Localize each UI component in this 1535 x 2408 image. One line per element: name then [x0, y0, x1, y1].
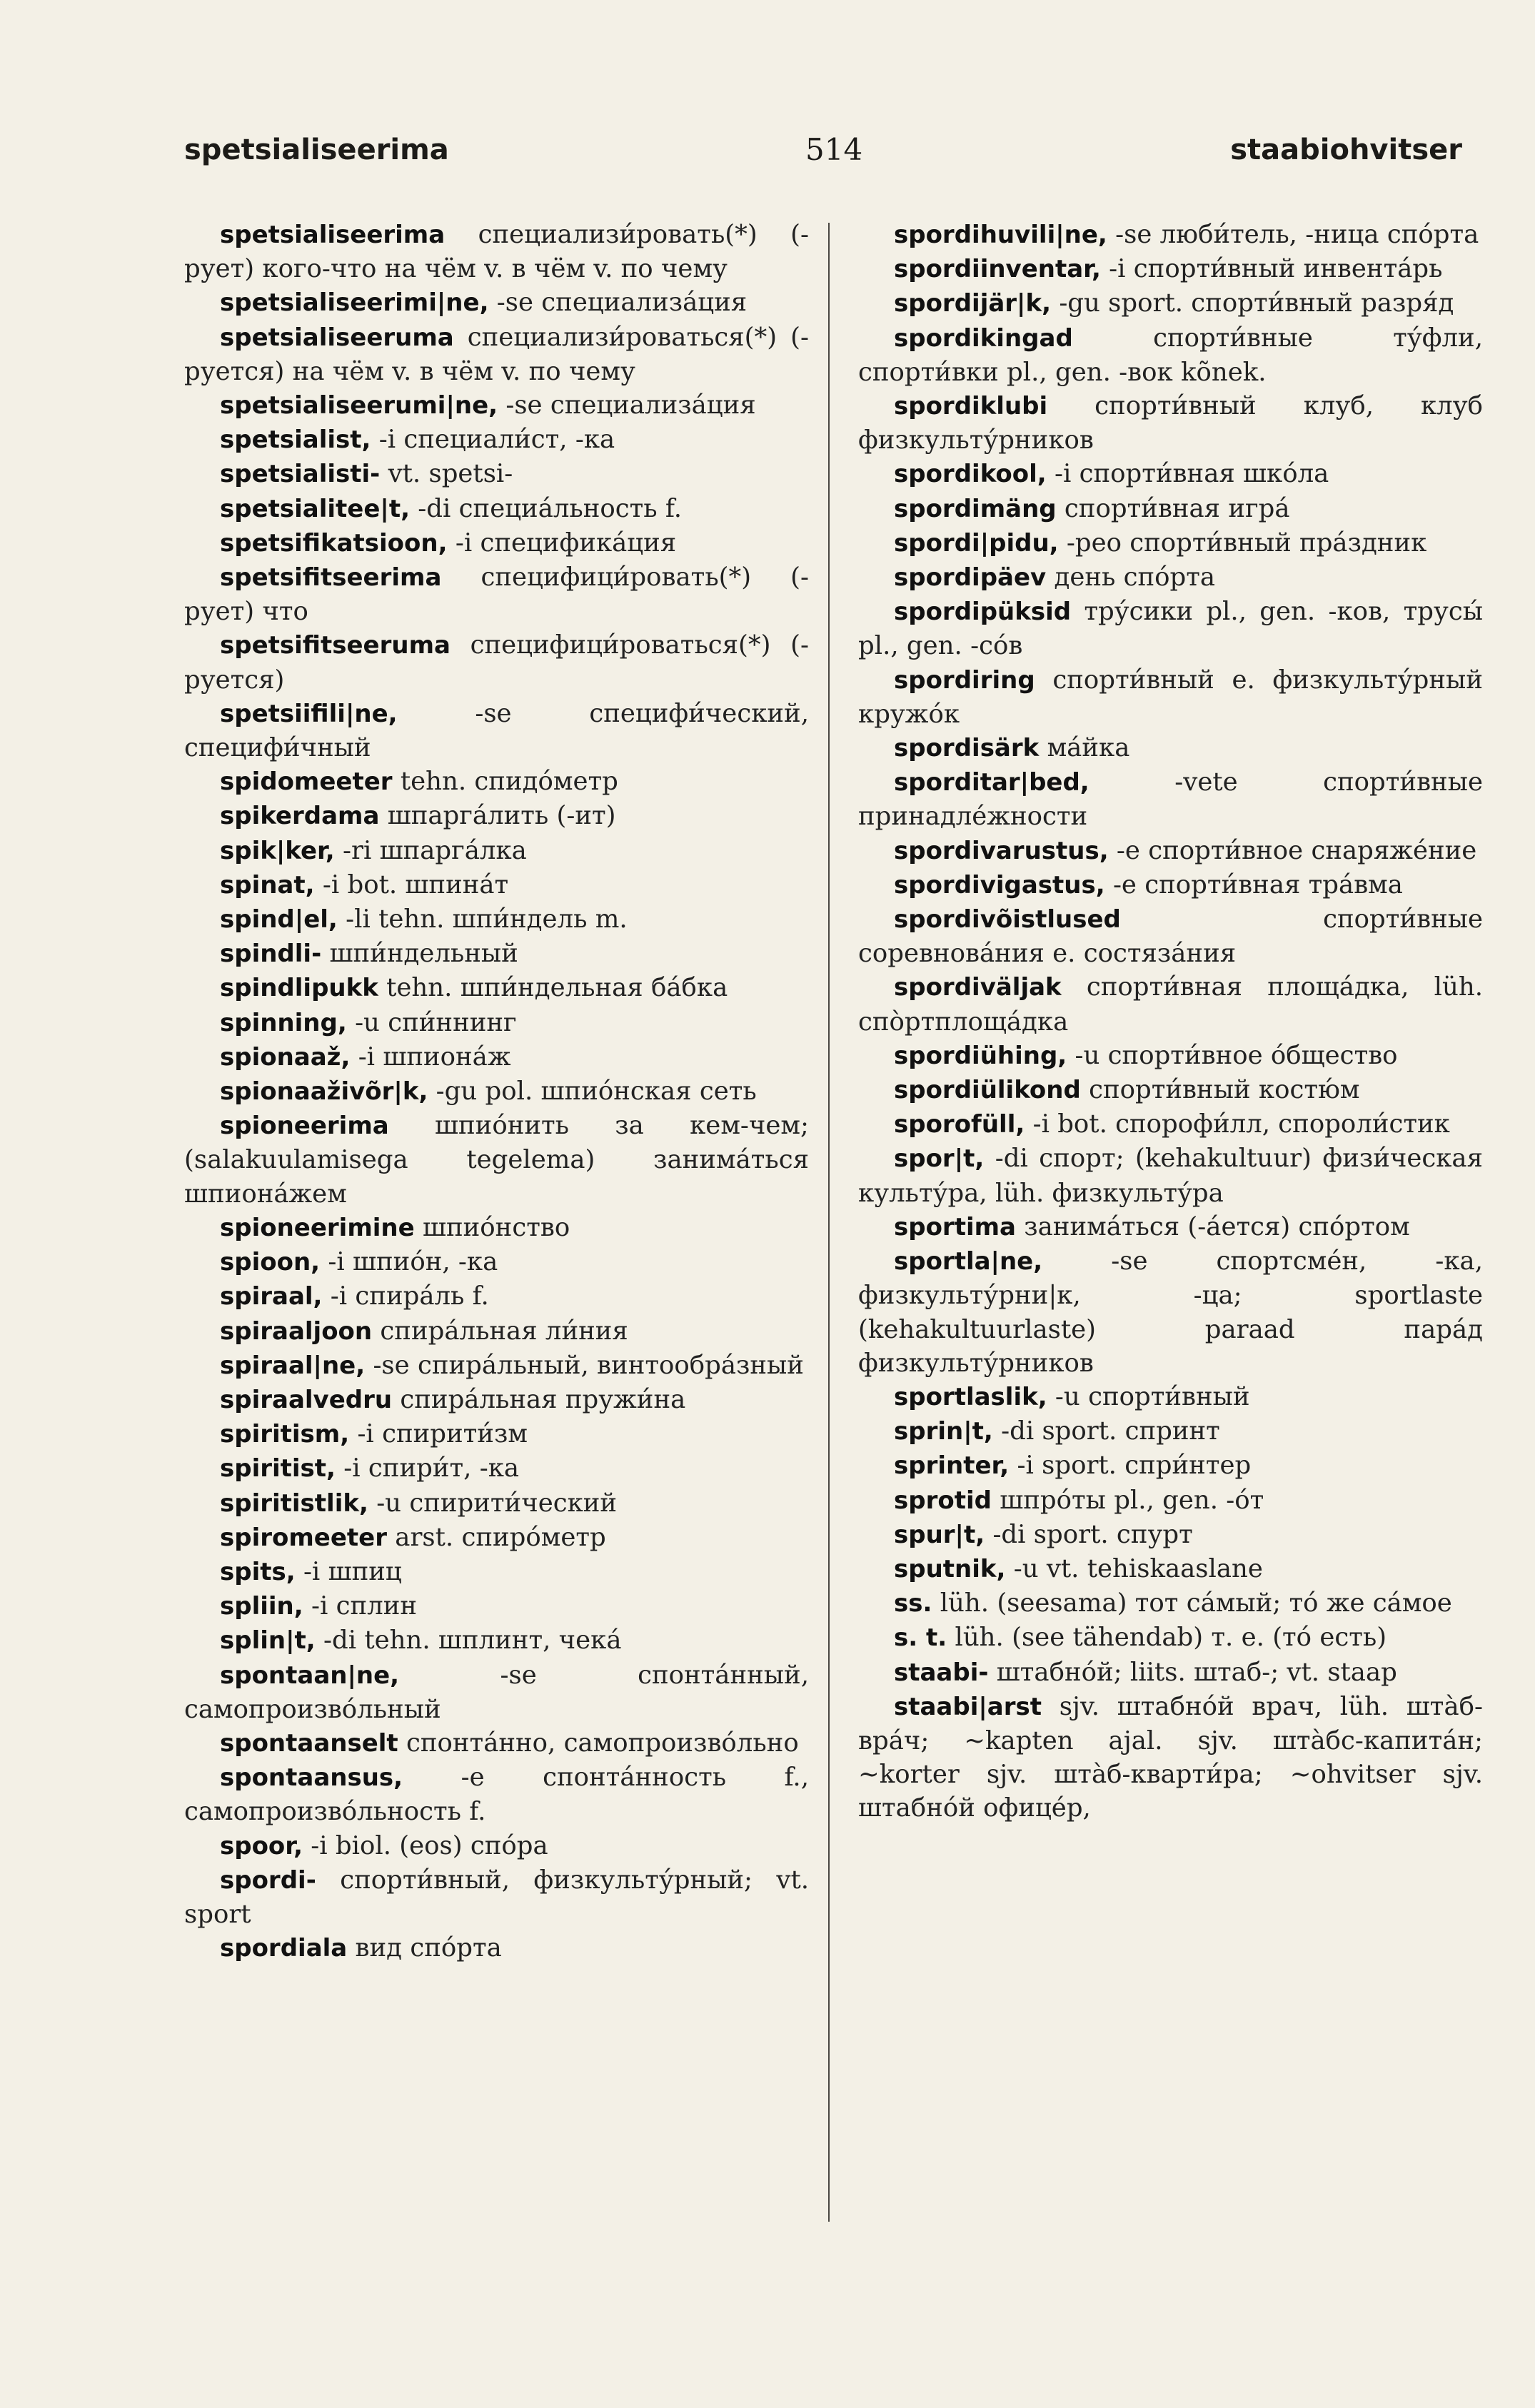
dictionary-entry — [184, 1211, 809, 1245]
entry-headword: spinning, — [220, 1008, 347, 1037]
entry-definition: -e спорти́вное снаряже́ние — [1116, 835, 1477, 865]
entry-headword: spioneerima — [220, 1112, 389, 1141]
entry-headword: sprinter, — [894, 1451, 1010, 1481]
entry-definition: спира́льная пружи́на — [400, 1384, 686, 1414]
entry-definition: -se люби́тель, -ница спо́рта — [1115, 220, 1479, 249]
entry-definition: -i bot. шпина́т — [322, 870, 509, 900]
dictionary-entry — [184, 868, 809, 902]
entry-definition: -i sport. спри́нтер — [1017, 1451, 1252, 1481]
entry-headword: spliin, — [220, 1592, 303, 1621]
dictionary-entry — [184, 1109, 809, 1211]
entry-definition: -i спирити́зм — [357, 1419, 528, 1449]
entry-headword: sprotid — [894, 1486, 992, 1515]
entry-definition: -u спорти́вный — [1055, 1381, 1250, 1411]
entry-headword: spindlipukk — [220, 974, 378, 1003]
entry-definition: lüh. (see tähendab) т. е. (то́ есть) — [955, 1623, 1387, 1653]
entry-headword: spioneerimine — [220, 1213, 415, 1242]
dictionary-entry — [184, 1417, 809, 1451]
entry-definition: -i шпио́н, -ка — [328, 1247, 498, 1277]
entry-definition: -di спорт; (kehakultuur) физи́ческая культу́ра, lüh. физкульту́ра — [858, 1144, 1483, 1208]
entry-headword: spetsialiseerimi|ne, — [220, 288, 489, 318]
dictionary-entry — [858, 663, 1483, 731]
entry-definition: -i bot. спорофи́лл, спороли́стик — [1032, 1109, 1450, 1139]
entry-definition: -di sport. спринт — [1001, 1416, 1220, 1446]
dictionary-entry — [184, 1314, 809, 1349]
entry-headword: spordi|pidu, — [894, 528, 1059, 558]
entry-definition: -ri шпарга́лка — [343, 835, 527, 865]
entry-headword: spordipüksid — [894, 598, 1072, 627]
entry-headword: spetsialiseerima — [220, 221, 446, 249]
entry-definition: -i шпиц — [303, 1556, 402, 1586]
dictionary-entry — [184, 321, 809, 388]
dictionary-entry — [184, 1658, 809, 1726]
entry-definition: -e спонта́нность f., самопроизво́льность f. — [184, 1763, 809, 1827]
entry-headword: spoor, — [220, 1831, 303, 1860]
dictionary-entry — [184, 834, 809, 868]
dictionary-entry — [858, 868, 1483, 902]
entry-definition: -vete спорти́вные принадле́жности — [858, 767, 1483, 832]
dictionary-entry — [184, 1279, 809, 1314]
entry-definition: тру́сики pl., gen. -ков, трусы́ pl., gen. -со́в — [858, 597, 1483, 661]
dictionary-entry — [858, 595, 1483, 663]
entry-definition: шпио́нство — [422, 1212, 570, 1242]
entry-headword: spur|t, — [894, 1520, 985, 1549]
entry-headword: spidomeeter — [220, 767, 393, 797]
dictionary-entry — [184, 1931, 809, 1965]
entry-headword: spordivigastus, — [894, 870, 1105, 900]
dictionary-entry — [858, 1244, 1483, 1380]
entry-definition: -se специализа́ция — [496, 288, 748, 318]
entry-definition: спорти́вный костю́м — [1089, 1075, 1360, 1105]
entry-definition: -u спирити́ческий — [376, 1488, 618, 1518]
entry-headword: spits, — [220, 1557, 296, 1586]
running-head-right: staabiohvitser — [1230, 134, 1462, 166]
entry-headword: spordiring — [894, 665, 1035, 695]
entry-headword: sprin|t, — [894, 1417, 993, 1446]
dictionary-entry — [858, 1039, 1483, 1073]
entry-definition: vt. spetsi- — [388, 459, 513, 489]
dictionary-entry — [858, 457, 1483, 491]
entry-definition: -i спира́ль f. — [330, 1281, 489, 1311]
entry-definition: шпи́ндельный — [329, 939, 518, 969]
entry-headword: ss. — [894, 1589, 932, 1618]
entry-headword: spionaaživõr|k, — [220, 1077, 428, 1107]
dictionary-entry — [184, 1486, 809, 1521]
entry-headword: spontaan|ne, — [220, 1661, 400, 1690]
column-divider — [828, 223, 830, 2222]
entry-headword: spindli- — [220, 939, 322, 969]
entry-definition: arst. спиро́метр — [395, 1522, 606, 1552]
entry-headword: sporditar|bed, — [894, 768, 1089, 797]
entry-headword: staabi|arst — [894, 1692, 1042, 1721]
entry-headword: spordivõistlused — [894, 905, 1121, 935]
entry-headword: spiritist, — [220, 1454, 336, 1483]
dictionary-entry — [184, 1040, 809, 1074]
entry-definition: -e спорти́вная тра́вма — [1112, 870, 1403, 900]
dictionary-entry — [184, 628, 809, 696]
entry-definition: штабно́й; liits. штаб-; vt. staap — [996, 1657, 1397, 1687]
entry-headword: spordisärk — [894, 734, 1040, 763]
entry-headword: spordijär|k, — [894, 289, 1052, 318]
entry-headword: spetsialist, — [220, 425, 371, 455]
dictionary-entry — [858, 1621, 1483, 1655]
dictionary-entry — [858, 765, 1483, 833]
dictionary-entry — [858, 1552, 1483, 1586]
dictionary-entry — [184, 1760, 809, 1828]
entry-headword: sportlaslik, — [894, 1382, 1047, 1411]
dictionary-entry — [858, 1518, 1483, 1552]
entry-headword: spordipäev — [894, 563, 1047, 593]
dictionary-entry — [184, 1074, 809, 1109]
dictionary-entry — [858, 1483, 1483, 1518]
dictionary-entry — [858, 1449, 1483, 1483]
entry-definition: -u vt. tehiskaaslane — [1013, 1553, 1263, 1583]
dictionary-entry — [858, 560, 1483, 595]
entry-definition: -se спира́льный, винтообра́зный — [373, 1350, 804, 1380]
entry-headword: spontaansus, — [220, 1763, 403, 1793]
entry-definition: -i специали́ст, -ка — [378, 425, 615, 455]
dictionary-entry — [184, 1829, 809, 1863]
entry-definition: -i biol. (eos) спо́ра — [311, 1830, 548, 1860]
dictionary-entry — [858, 1073, 1483, 1107]
entry-headword: spiraal|ne, — [220, 1351, 366, 1380]
entry-headword: spiromeeter — [220, 1523, 387, 1552]
entry-definition: занима́ться (-а́ется) спо́ртом — [1024, 1211, 1410, 1241]
dictionary-entry — [858, 321, 1483, 389]
dictionary-entry — [184, 697, 809, 765]
dictionary-entry — [858, 834, 1483, 868]
entry-headword: spordiülikond — [894, 1076, 1081, 1105]
entry-headword: spordiklubi — [894, 392, 1048, 421]
dictionary-entry — [184, 1863, 809, 1931]
entry-headword: spordikool, — [894, 460, 1047, 489]
entry-headword: spiritism, — [220, 1420, 350, 1449]
entry-definition: -di sport. спурт — [992, 1519, 1193, 1549]
entry-definition: спорти́вная площа́дка, lüh. спо̀ртплоща́дка — [858, 972, 1483, 1037]
entry-headword: spontaanselt — [220, 1728, 398, 1758]
entry-headword: sporofüll, — [894, 1110, 1025, 1139]
entry-definition: спонта́нно, самопроизво́льно — [406, 1728, 799, 1758]
entry-definition: -se спортсме́н, -ка, физкульту́рни|к, -ца; sportlaste (kehakultuurlaste) paraad пара́д физкульту́рников — [858, 1246, 1483, 1378]
entry-headword: splin|t, — [220, 1626, 316, 1656]
running-head-left: spetsialiseerima — [184, 134, 449, 166]
entry-definition: -gu pol. шпио́нская сеть — [436, 1077, 757, 1107]
entry-definition: специализи́роваться(*) (-руется) на чём v. в чём v. по чему — [184, 322, 809, 386]
entry-headword: spordihuvili|ne, — [894, 221, 1107, 249]
dictionary-entry — [858, 1690, 1483, 1825]
entry-definition: -i шпиона́ж — [358, 1042, 511, 1072]
entry-headword: spioon, — [220, 1248, 321, 1277]
entry-definition: -u спорти́вное о́бщество — [1074, 1040, 1398, 1070]
dictionary-entry — [858, 526, 1483, 560]
page-header — [184, 129, 1462, 186]
entry-headword: spor|t, — [894, 1144, 985, 1174]
entry-headword: spind|el, — [220, 905, 338, 935]
entry-definition: lüh. (seesama) тот са́мый; то́ же са́мое — [940, 1588, 1452, 1618]
dictionary-entry — [184, 971, 809, 1005]
entry-headword: spinat, — [220, 870, 315, 900]
entry-headword: spikerdama — [220, 802, 380, 831]
entry-definition: -se специфи́ческий, специфи́чный — [184, 698, 809, 763]
dictionary-entry — [858, 1210, 1483, 1244]
entry-headword: spetsialiseeruma — [220, 323, 454, 352]
dictionary-entry — [184, 1006, 809, 1040]
entry-headword: spordiala — [220, 1934, 348, 1963]
entry-definition: -peo спорти́вный пра́здник — [1066, 528, 1427, 558]
dictionary-entry — [184, 388, 809, 423]
dictionary-entry — [184, 560, 809, 628]
dictionary-entry — [858, 970, 1483, 1038]
dictionary-entry — [184, 937, 809, 971]
entry-headword: spik|ker, — [220, 836, 335, 865]
dictionary-entry — [858, 286, 1483, 321]
dictionary-entry — [858, 389, 1483, 457]
entry-definition: -di специа́льность f. — [418, 493, 683, 523]
entry-definition: sjv. штабно́й врач, lüh. шта̀б-вра́ч; ~kapten ajal. sjv. шта̀бс-капита́н; ~korter sjv. шта̀б-кварти́ра; ~ohvitser sjv. штабно́й офице́р, — [858, 1691, 1483, 1823]
dictionary-entry — [184, 423, 809, 457]
dictionary-entry — [858, 731, 1483, 765]
left-column — [184, 218, 809, 1965]
dictionary-entry — [184, 1451, 809, 1486]
entry-headword: spetsiifili|ne, — [220, 699, 398, 728]
entry-headword: spordivarustus, — [894, 836, 1109, 865]
entry-definition: спира́льная ли́ния — [380, 1316, 628, 1346]
entry-definition: спорти́вные ту́фли, спорти́вки pl., gen. -вок kõnek. — [858, 323, 1483, 387]
entry-headword: spetsifitseeruma — [220, 631, 451, 660]
entry-definition: -u спи́ннинг — [355, 1007, 517, 1037]
entry-definition: спорти́вные соревнова́ния e. состяза́ния — [858, 905, 1483, 969]
entry-headword: spetsialiseerumi|ne, — [220, 391, 498, 420]
entry-definition: tehn. спидо́метр — [400, 767, 618, 797]
entry-headword: spetsifitseerima — [220, 563, 442, 593]
dictionary-entry — [184, 1349, 809, 1383]
entry-headword: spiraal, — [220, 1282, 323, 1311]
entry-headword: spiraalvedru — [220, 1385, 393, 1414]
entry-definition: шпио́нить за кем-чем; (salakuulamisega tegelema) занима́ться шпиона́жем — [184, 1111, 809, 1209]
entry-headword: spetsialitee|t, — [220, 494, 410, 523]
entry-definition: -i спорти́вный инвента́рь — [1109, 254, 1443, 284]
dictionary-entry — [858, 252, 1483, 286]
entry-definition: вид спо́рта — [355, 1933, 502, 1963]
dictionary-entry — [858, 1656, 1483, 1690]
entry-definition: -se спонта́нный, самопроизво́льный — [184, 1660, 809, 1724]
entry-headword: spiritistlik, — [220, 1488, 368, 1518]
entry-headword: spordiväljak — [894, 973, 1062, 1002]
entry-headword: s. t. — [894, 1623, 947, 1653]
dictionary-entry — [858, 218, 1483, 252]
dictionary-entry — [184, 492, 809, 526]
dictionary-entry — [184, 286, 809, 320]
page-number: 514 — [805, 132, 863, 167]
dictionary-entry — [184, 1555, 809, 1589]
dictionary-entry — [184, 1521, 809, 1555]
entry-definition: -gu sport. спорти́вный разря́д — [1059, 288, 1454, 318]
entry-headword: sportla|ne, — [894, 1247, 1043, 1276]
dictionary-entry — [184, 457, 809, 491]
dictionary-entry — [184, 1726, 809, 1760]
entry-headword: staabi- — [894, 1658, 989, 1687]
entry-headword: spordiühing, — [894, 1041, 1067, 1070]
entry-headword: spetsifikatsioon, — [220, 528, 448, 558]
entry-definition: -li tehn. шпи́ндель m. — [346, 905, 628, 935]
entry-definition: ма́йка — [1047, 733, 1130, 763]
dictionary-entry — [184, 765, 809, 799]
right-column — [858, 218, 1483, 1825]
entry-definition: шпарга́лить (-ит) — [387, 801, 616, 831]
entry-definition: -i сплин — [311, 1591, 418, 1621]
entry-headword: spiraaljoon — [220, 1316, 373, 1346]
entry-definition: -i спорти́вная шко́ла — [1054, 459, 1329, 489]
dictionary-entry — [184, 1245, 809, 1279]
entry-headword: spordi- — [220, 1865, 316, 1895]
entry-definition: -se специализа́ция — [505, 391, 756, 420]
dictionary-entry — [858, 1380, 1483, 1414]
entry-definition: спорти́вный, физкульту́рный; vt. sport — [184, 1865, 809, 1929]
dictionary-entry — [858, 1586, 1483, 1621]
entry-definition: -i спири́т, -ка — [343, 1454, 520, 1483]
entry-definition: день спо́рта — [1054, 563, 1216, 593]
dictionary-entry — [184, 1383, 809, 1417]
dictionary-entry — [184, 799, 809, 833]
entry-definition: специфици́роваться(*) (-руется) — [184, 630, 809, 695]
entry-headword: spordiinventar, — [894, 255, 1101, 284]
dictionary-entry — [184, 902, 809, 937]
entry-definition: спорти́вный e. физкульту́рный кружо́к — [858, 665, 1483, 729]
entry-definition: tehn. шпи́ндельная ба́бка — [386, 973, 728, 1003]
entry-headword: spordimäng — [894, 494, 1057, 523]
dictionary-entry — [858, 1107, 1483, 1142]
dictionary-entry — [858, 902, 1483, 970]
dictionary-entry — [858, 492, 1483, 526]
entry-definition: -di tehn. шплинт, чека́ — [323, 1626, 622, 1656]
entry-headword: spetsialisti- — [220, 460, 381, 489]
entry-headword: sportima — [894, 1212, 1016, 1241]
dictionary-entry — [184, 1589, 809, 1623]
entry-definition: специализи́ровать(*) (-рует) кого-что на чём v. в чём v. по чему — [184, 220, 809, 284]
entry-definition: -i специфика́ция — [455, 528, 677, 558]
entry-headword: spionaaž, — [220, 1042, 351, 1072]
dictionary-entry — [184, 1623, 809, 1658]
dictionary-entry — [858, 1142, 1483, 1209]
entry-headword: spordikingad — [894, 323, 1073, 353]
entry-definition: спорти́вная игра́ — [1064, 493, 1290, 523]
entry-definition: спорти́вный клуб, клуб физкульту́рников — [858, 391, 1483, 455]
entry-headword: sputnik, — [894, 1554, 1006, 1583]
entry-definition: шпро́ты pl., gen. -о́т — [1000, 1485, 1264, 1515]
entry-definition: специфици́ровать(*) (-рует) что — [184, 563, 809, 627]
dictionary-entry — [858, 1414, 1483, 1449]
dictionary-entry — [184, 526, 809, 560]
dictionary-entry — [184, 218, 809, 286]
